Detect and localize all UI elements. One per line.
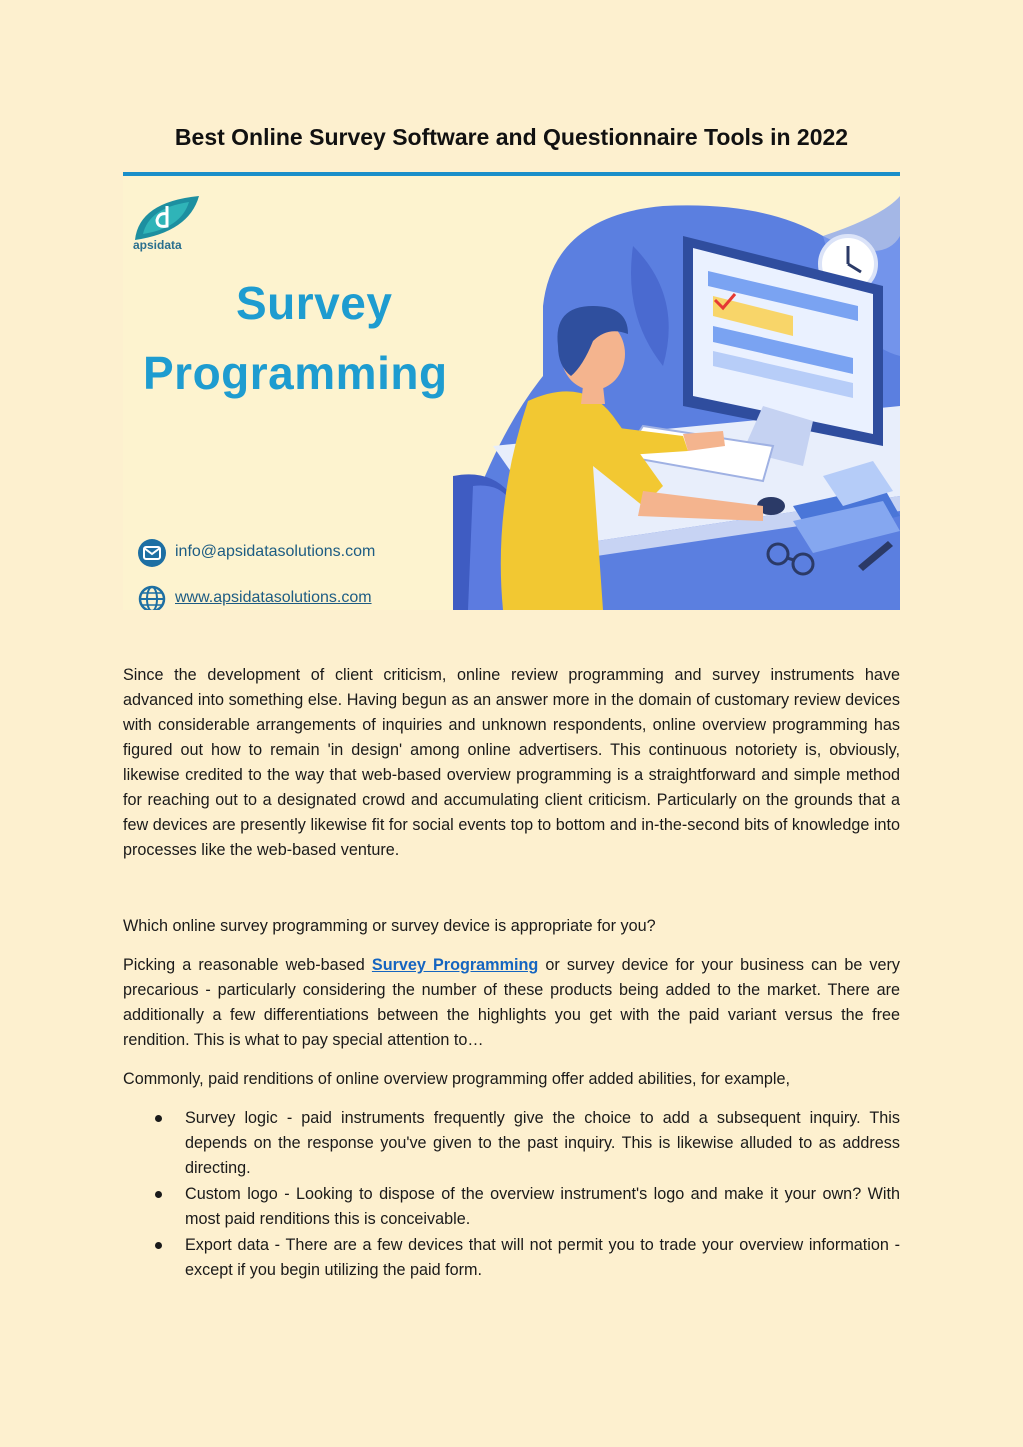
banner-headline-programming: Programming: [143, 347, 448, 399]
picking-paragraph: [123, 953, 900, 1053]
survey-programming-link[interactable]: Survey Programming: [371, 956, 539, 974]
question-paragraph: Which online survey programming or survey device is appropriate for you?: [123, 917, 656, 935]
picking-text-after: or survey device for your business can be very precarious - particularly considering the number of these products being added to the market. There are additionally a few differentiations between the highlights you get with the paid variant versus the free rendition. This is what to pay special attention to…: [123, 956, 901, 1049]
intro-paragraph: Since the development of client criticism, online review programming and survey instruments have advanced into something else. Having begun as an answer more in the domain of customary review devices with considerable arrangements of inquiries and unknown respondents, online overview programming has figured out how to remain 'in design' among online advertisers. This continuous notoriety is, obviously, likewise credited to the way that web-based overview programming is a straightforward and simple method for reaching out to a designated crowd and accumulating client criticism. Particularly on the grounds that a few devices are presently likewise fit for social events top to bottom and in-the-second bits of knowledge into processes like the web-based venture.: [123, 666, 900, 859]
banner-website: www.apsidatasolutions.com: [175, 589, 372, 606]
globe-icon: [137, 584, 167, 610]
commonly-paragraph: Commonly, paid renditions of online overview programming offer added abilities, for example,: [123, 1070, 791, 1088]
banner-email: info@apsidatasolutions.com: [175, 543, 376, 560]
list-item: Survey logic - paid instruments frequently give the choice to add a subsequent inquiry. This depends on the response you've given to the past inquiry. This is likewise alluded to as address directing.: [123, 1106, 900, 1181]
features-list: [123, 1106, 900, 1284]
picking-text-before: Picking a reasonable web-based: [123, 956, 372, 974]
list-item: Export data - There are a few devices that will not permit you to trade your overview information - except if you begin utilizing the paid form.: [123, 1233, 900, 1283]
list-item: Custom logo - Looking to dispose of the overview instrument's logo and make it your own? With most paid renditions this is conceivable.: [123, 1182, 900, 1232]
banner-headline-survey: Survey: [236, 277, 393, 329]
banner-image: [123, 172, 900, 610]
email-icon: [137, 538, 167, 568]
page-title: Best Online Survey Software and Questionnaire Tools in 2022: [174, 124, 849, 150]
brand-name: apsidata: [133, 238, 182, 252]
